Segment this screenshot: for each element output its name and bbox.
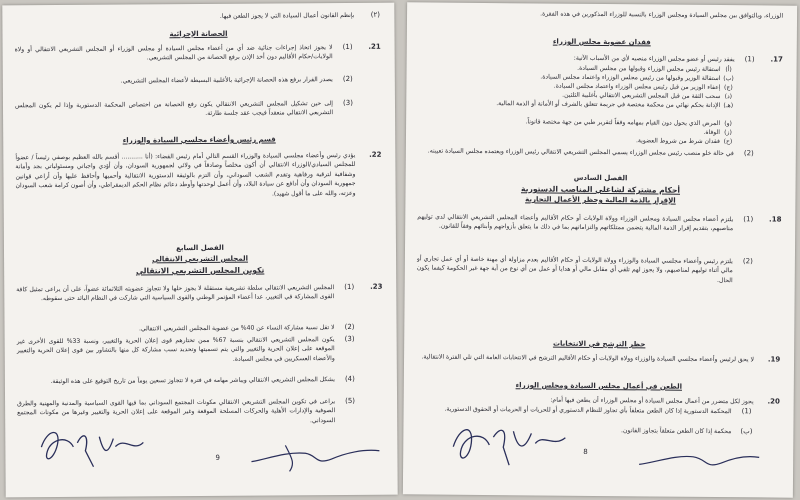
chapter-title: المجلس التشريعي الانتقالي [152, 254, 249, 264]
clause-number: (ب) [740, 427, 753, 436]
clause-text: المجلس التشريعي الانتقالي سلطة تشريعية مستقلة لا يجوز حلها ولا تتجاوز عضويته الثلاثمائة عضواً، على أن يراعى تمثيل كافة القوى المشاركة في التغيير، عدا أعضاء المؤتمر الوطني والقوى السياسية التي شاركت في النظام البائد حتى سقوطه. [16, 284, 335, 303]
item-text: بإنظم القانون أعمال السيادة التي لا يجوز الطعن فيها. [219, 11, 355, 20]
section-heading-membership-loss: فقدان عضوية مجلس الوزراء [552, 37, 651, 47]
clause-text: يصدر القرار برفع هذه الحصانة الإجرائية بالأغلبية البسيطة لأعضاء المجلس التشريعي. [120, 76, 333, 85]
clause-number: (3) [344, 334, 355, 343]
article-22 [3, 151, 396, 238]
clause-text: يشكل المجلس التشريعي الانتقالي ويباشر مهامه في فترة لا تتجاوز تسعين يوماً من تاريخ التوقيع على هذه الوثيقة. [50, 376, 335, 386]
chapter-label: الفصل السابع [176, 243, 224, 253]
article-number: .19 [767, 355, 781, 364]
continuation-text: الوزراء، وبالتوافق بين مجلس السيادة ومجلس الوزراء بالنسبة للوزراء المذكورين في هذه الفقرة. [540, 10, 784, 20]
handwritten-signature-icon [443, 407, 574, 478]
clause-number: (2) [742, 257, 753, 266]
clause [405, 254, 795, 295]
article-intro: يجوز لكل متضرر من أعمال مجلس السيادة أو مجلس الوزراء أن يطعن فيها أمام: [550, 396, 754, 406]
clause-text: يراعى في تكوين المجلس التشريعي الانتقالي مكونات المجتمع السوداني بما فيها القوى السياسية والمدنية والمهنية والطرق الصوفية والإدارات الأهلية والحركات المسلحة الموقعة وغير الموقعة على إعلان الحرية والتغيير وغيرها من مكونات المجتمع السوداني. [17, 398, 336, 425]
article-19 [404, 352, 794, 375]
clause-intro: يفقد رئيس أو عضو مجلس الوزراء منصبه لأي من الأسباب الآتية: [573, 54, 735, 64]
chapter-subtitle: الإقرار بالذمة المالية وحظر الأعمال التجارية [525, 195, 676, 205]
article-number: .17 [770, 55, 783, 64]
clause-text: في حالة خلو منصب رئيس مجلس الوزراء يسمي المجلس التشريعي الانتقالي رئيس الوزراء ويعتمده مجلس السيادة تعيينه. [427, 147, 734, 158]
list-item: (ب)استقالة الوزير وقبولها من رئيس مجلس الوزراء واعتماد مجلس السيادة. [540, 73, 734, 83]
handwritten-signature-icon [633, 438, 763, 483]
clause-text: يلتزم رئيس وأعضاء مجلسي السيادة والوزراء وولاة الولايات أو حكام الأقاليم بعدم مزاولة أي مهنة خاصة أو أي عمل تجاري أو مالي أثناء توليهم لمناصبهم، ولا يجوز لهم تلقي أي مقابل مالي أو هدايا أو عمل من أي نوع من أية جهة غير الحكومة كيفما يكون الحال. [416, 255, 733, 284]
item-number: (٢) [370, 10, 380, 19]
clause [4, 283, 396, 324]
section-heading-challenge: الطعن في أعمال مجلس السيادة ومجلس الوزراء [515, 381, 683, 391]
clause-text: يكون المجلس التشريعي الانتقالي بنسبة 67% ممن تختارهم قوى إعلان الحرية والتغيير، ونسبة 33% للقوى الأخرى غير الموقعة على إعلان الحرية والتغيير والتي يتم تسميتها وتحديد نسب مشاركة كل منها بالتشاور بين قوى إعلان الحرية والتغيير والأعضاء العسكريين في مجلس السيادة. [16, 336, 335, 363]
section-heading-formation: تكوين المجلس التشريعي الانتقالي [135, 265, 265, 276]
article-number: .18 [769, 215, 782, 224]
article-number: .20 [767, 397, 780, 406]
clause-number: (1) [741, 407, 752, 416]
clause-number: (1) [344, 282, 355, 291]
article-text: لا يحق لرئيس وأعضاء مجلسي السيادة والوزراء وولاة الولايات أو حكام الأقاليم الترشح في الانتخابات العامة التي تلي الفترة الانتقالية. [421, 353, 755, 364]
clause [3, 43, 395, 76]
clause-number: (3) [342, 98, 353, 107]
section-heading-oath: قسم رئيس وأعضاء مجلسي السيادة والوزراء [122, 135, 276, 145]
clause-text: يلتزم أعضاء مجلس السيادة ومجلس الوزراء وولاة الولايات أو حكام الأقاليم وأعضاء المجلس التشريعي الانتقالي لدى توليهم مناصبهم، بتقديم إقرار الذمة المالية يتضمن ممتلكاتهم والتزاماتهم بما في ذلك ما يتعلق بأزواجهم وأبنائهم وفقاً للقانون. [417, 213, 734, 233]
list-item: (و)المرض الذي يحول دون القيام بمهامه وفقاً لتقرير طبي من جهة مختصة قانوناً. [525, 118, 732, 128]
article-number: .21 [368, 42, 381, 51]
clause [3, 99, 395, 132]
intro-item [2, 11, 394, 26]
oath-text: يؤدي رئيس وأعضاء مجلسي السيادة والوزراء القسم التالي أمام رئيس القضاء: (أنا ........... أقسم بالله العظيم بوصفي رئيساً / عضواً للمجلس السيادي/الوزراء الانتقالي أن أكون مخلصاً وصادقاً في ولائي لجمهورية السودان، وأن أؤدي واجباتي ومسئولياتي بجد وأمانة وشفافية لترقية ورفاهية وتقدم الشعب السوداني، وأن التزم بالوثيقة الدستورية الانتقالية وأحميها وأحافظ عليها وأن أراعي قوانين جمهورية السودان وأن أدافع عن سيادة البلاد، وأن أعمل لوحدتها وأوطد دعائم نظام الحكم الديمقراطي، وأن أصون كرامة شعب السودان وعزته، والله على ما أقول شهيد). [15, 151, 356, 198]
chapter-label: الفصل السادس [573, 173, 628, 183]
handwritten-signature-icon [33, 416, 153, 477]
article-21 [3, 42, 395, 118]
page-number: 9 [215, 453, 220, 462]
list-item: (ج)إعفاء الوزير من قبل رئيس مجلس الوزراء واعتماد مجلس السيادة. [553, 82, 733, 92]
list-item: (ز)الوفاة. [703, 128, 732, 137]
list-item: (ح)فقدان شرط من شروط العضوية. [635, 137, 733, 146]
clause-text: المحكمة الدستورية إذا كان الطعن متعلقاً بأي تجاوز للنظام الدستوري أو للحريات أو الحرمات أو الحقوق الدستورية. [444, 405, 732, 416]
clause-number: (1) [342, 42, 353, 51]
clause [405, 212, 795, 253]
section-heading-candidacy: حظر الترشح في الانتخابات [552, 339, 646, 349]
clause-text: إلى حين تشكيل المجلس التشريعي الانتقالي يكون رفع الحصانة من اختصاص المحكمة الدستورية وإذا لم يكون المجلس التشريعي الانتقالي منعقداً فيجب عقد جلسة طارئة. [14, 100, 334, 118]
article-number: .23 [370, 282, 383, 291]
clause-text: محكمة إذا كان الطعن متعلقاً بتجاوز القانون. [621, 427, 732, 436]
clause-text: لا يجوز اتخاذ إجراءات جنائية ضد أي من أعضاء مجلس السيادة أو مجلس الوزراء أو المجلس التشريعي الانتقالي أو ولاة الولايات/حكام الأقاليم دون أخذ الإذن برفع الحصانة من المجلس التشريعي. [14, 44, 333, 62]
article-18 [405, 212, 795, 284]
handwritten-signature-icon [245, 431, 385, 482]
clause [5, 375, 397, 398]
clause-number: (2) [342, 74, 353, 83]
article-23 [4, 282, 396, 425]
clause [5, 323, 397, 336]
list-item: (هـ)الإدانة بحكم نهائي من محكمة مختصة في جريمة تتعلق بالشرف أو الأمانة أو الذمة المالية. [496, 100, 734, 110]
article-17 [407, 52, 797, 158]
page-number: 8 [583, 447, 588, 456]
document-page-8 [403, 2, 797, 497]
list-item: (د)سحب الثقة من قبل المجلس التشريعي الانتقالي بأغلبية الثلثين. [562, 91, 733, 101]
clause-number: (1) [743, 215, 754, 224]
clause-number: (4) [344, 374, 355, 383]
list-item: (أ)استقالة رئيس مجلس الوزراء وقبولها من مجلس السيادة. [577, 64, 732, 74]
clause-number: (1) [744, 55, 755, 64]
clause [5, 335, 397, 376]
clause-number: (5) [345, 396, 356, 405]
clause [406, 146, 796, 169]
chapter-title: أحكام مشتركة لشاغلي المناصب الدستورية [520, 184, 681, 195]
clause-number: (2) [344, 322, 355, 331]
clause-text: لا تقل نسبة مشاركة النساء عن 40% من عضوية المجلس التشريعي الانتقالي. [138, 324, 335, 333]
section-heading-immunity: الحصانة الإجرائية [169, 29, 228, 39]
clause [3, 75, 395, 98]
clause-number: (2) [743, 149, 754, 158]
article-20 [404, 394, 794, 436]
article-number: .22 [369, 150, 382, 159]
document-page-9 [2, 3, 397, 498]
